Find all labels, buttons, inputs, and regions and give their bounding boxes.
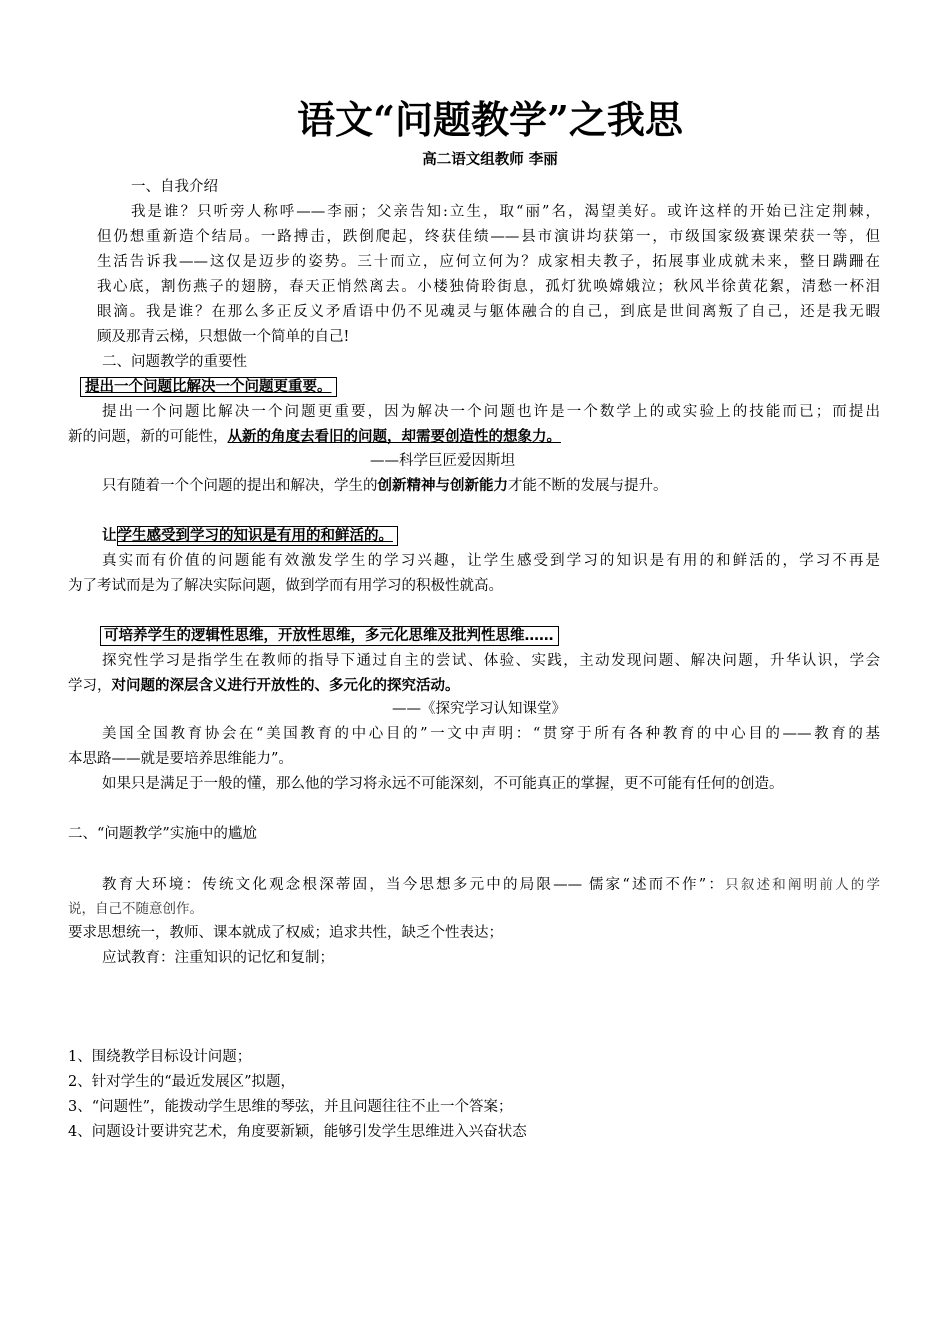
section-heading-intro: 一、自我介绍 xyxy=(131,179,218,195)
point-1-line-2 xyxy=(68,428,561,447)
point-3-line-2-emphasis: 对问题的深层含义进行开放性的、多元化的探究活动。 xyxy=(111,678,460,694)
difficulty-line-1-b: 只叙述和阐明前人的学 xyxy=(725,877,880,893)
point-3-line-1: 探究性学习是指学生在教师的指导下通过自主的尝试、体验、实践，主动发现问题、解决问题，升华认识，学会 xyxy=(102,653,880,669)
point-1-boxed-text: 提出一个问题比解决一个问题更重要。 xyxy=(80,377,337,397)
point-2-prefix: 让 xyxy=(102,528,117,544)
difficulty-line-2: 要求思想统一，教师、课本就成了权威；追求共性，缺乏个性表达； xyxy=(68,925,503,941)
point-1-line-1: 提出一个问题比解决一个问题更重要，因为解决一个问题也许是一个数学上的或实验上的技能而已；而提出 xyxy=(102,404,880,420)
point-2-boxed-text: 学生感受到学习的知识是有用的和鲜活的。 xyxy=(117,526,399,546)
point-1-line-2-plain: 新的问题，新的可能性， xyxy=(68,429,228,445)
point-3-line-2 xyxy=(68,677,460,696)
point-3-boxed-text: 可培养学生的逻辑性思维，开放性思维，多元化思维及批判性思维…… xyxy=(100,626,559,646)
intro-line-1: 我是谁？只听旁人称呼——李丽；父亲告知:立生，取“丽”名，渴望美好。或许这样的开始已注定荆棘， xyxy=(131,204,880,220)
intro-line-4: 我心底，割伤燕子的翅膀，春天正悄然离去。小楼独倚聆街息，孤灯犹唤嫦娥泣；秋风半徐黄花絮，清愁一杯泪 xyxy=(97,279,880,295)
design-list-item: 3、“问题性”，能拨动学生思维的琴弦，并且问题往往不止一个答案； xyxy=(68,1099,513,1115)
point-1-line-3-a: 只有随着一个个问题的提出和解决，学生的 xyxy=(102,478,378,494)
quote-line-2: 本思路——就是要培养思维能力”。 xyxy=(68,751,293,767)
difficulty-line-1-a: 教育大环境：传统文化观念根深蒂固，当今思想多元中的局限—— 儒家“述而不作”： xyxy=(102,877,726,893)
point-1-line-3 xyxy=(102,477,668,496)
intro-line-3: 生活告诉我——这仅是迈步的姿势。三十而立，应何立何为？成家相夫教子，拓展事业成就未来，整日蹒跚在 xyxy=(97,254,880,270)
point-1-line-2-emphasis: 从新的角度去看旧的问题，却需要创造性的想象力。 xyxy=(227,429,561,445)
author-line: 高二语文组教师 李丽 xyxy=(422,152,558,168)
difficulty-line-1-c: 说，自己不随意创作。 xyxy=(68,901,203,917)
intro-line-2: 但仍想重新造个结局。一路搏击，跌倒爬起，终获佳绩——县市演讲均获第一，市级国家级赛课荣获一等，但 xyxy=(97,229,880,245)
point-1-line-3-emphasis: 创新精神与创新能力 xyxy=(377,478,508,494)
document-title: 语文“问题教学”之我思 xyxy=(297,97,683,142)
difficulty-line-1 xyxy=(102,876,880,895)
point-2-line-2: 为了考试而是为了解决实际问题，做到学而有用学习的积极性就高。 xyxy=(68,578,503,594)
quote-line-1: 美国全国教育协会在“美国教育的中心目的”一文中声明：“贯穿于所有各种教育的中心目的——教育的基 xyxy=(102,726,880,742)
point-1-source: ——科学巨匠爱因斯坦 xyxy=(370,453,515,469)
section-heading-importance: 二、问题教学的重要性 xyxy=(102,354,247,370)
point-3-box xyxy=(100,626,559,646)
point-2-line-1: 真实而有价值的问题能有效激发学生的学习兴趣，让学生感受到学习的知识是有用的和鲜活的，学习不再是 xyxy=(102,553,880,569)
importance-last-line: 如果只是满足于一般的懂，那么他的学习将永远不可能深刻，不可能真正的掌握，更不可能有任何的创造。 xyxy=(102,776,784,792)
intro-line-6: 顾及那青云梯，只想做一个简单的自己! xyxy=(97,329,350,345)
difficulty-line-3: 应试教育：注重知识的记忆和复制； xyxy=(102,950,334,966)
point-3-source: ——《探究学习认知课堂》 xyxy=(392,701,566,717)
section-heading-difficulty: 二、“问题教学”实施中的尴尬 xyxy=(68,826,257,842)
design-list-item: 4、问题设计要讲究艺术，角度要新颖，能够引发学生思维进入兴奋状态 xyxy=(68,1124,527,1140)
design-list-item: 1、围绕教学目标设计问题； xyxy=(68,1049,252,1065)
point-1-line-3-b: 才能不断的发展与提升。 xyxy=(508,478,668,494)
intro-line-5: 眼滴。我是谁？在那么多正反义矛盾语中仍不见魂灵与躯体融合的自己，到底是世间离叛了自己，还是我无暇 xyxy=(97,304,880,320)
point-3-line-2-plain: 学习， xyxy=(68,678,112,694)
design-list-item: 2、针对学生的“最近发展区”拟题， xyxy=(68,1074,296,1090)
point-2-box xyxy=(102,526,398,546)
point-1-box xyxy=(80,377,337,397)
